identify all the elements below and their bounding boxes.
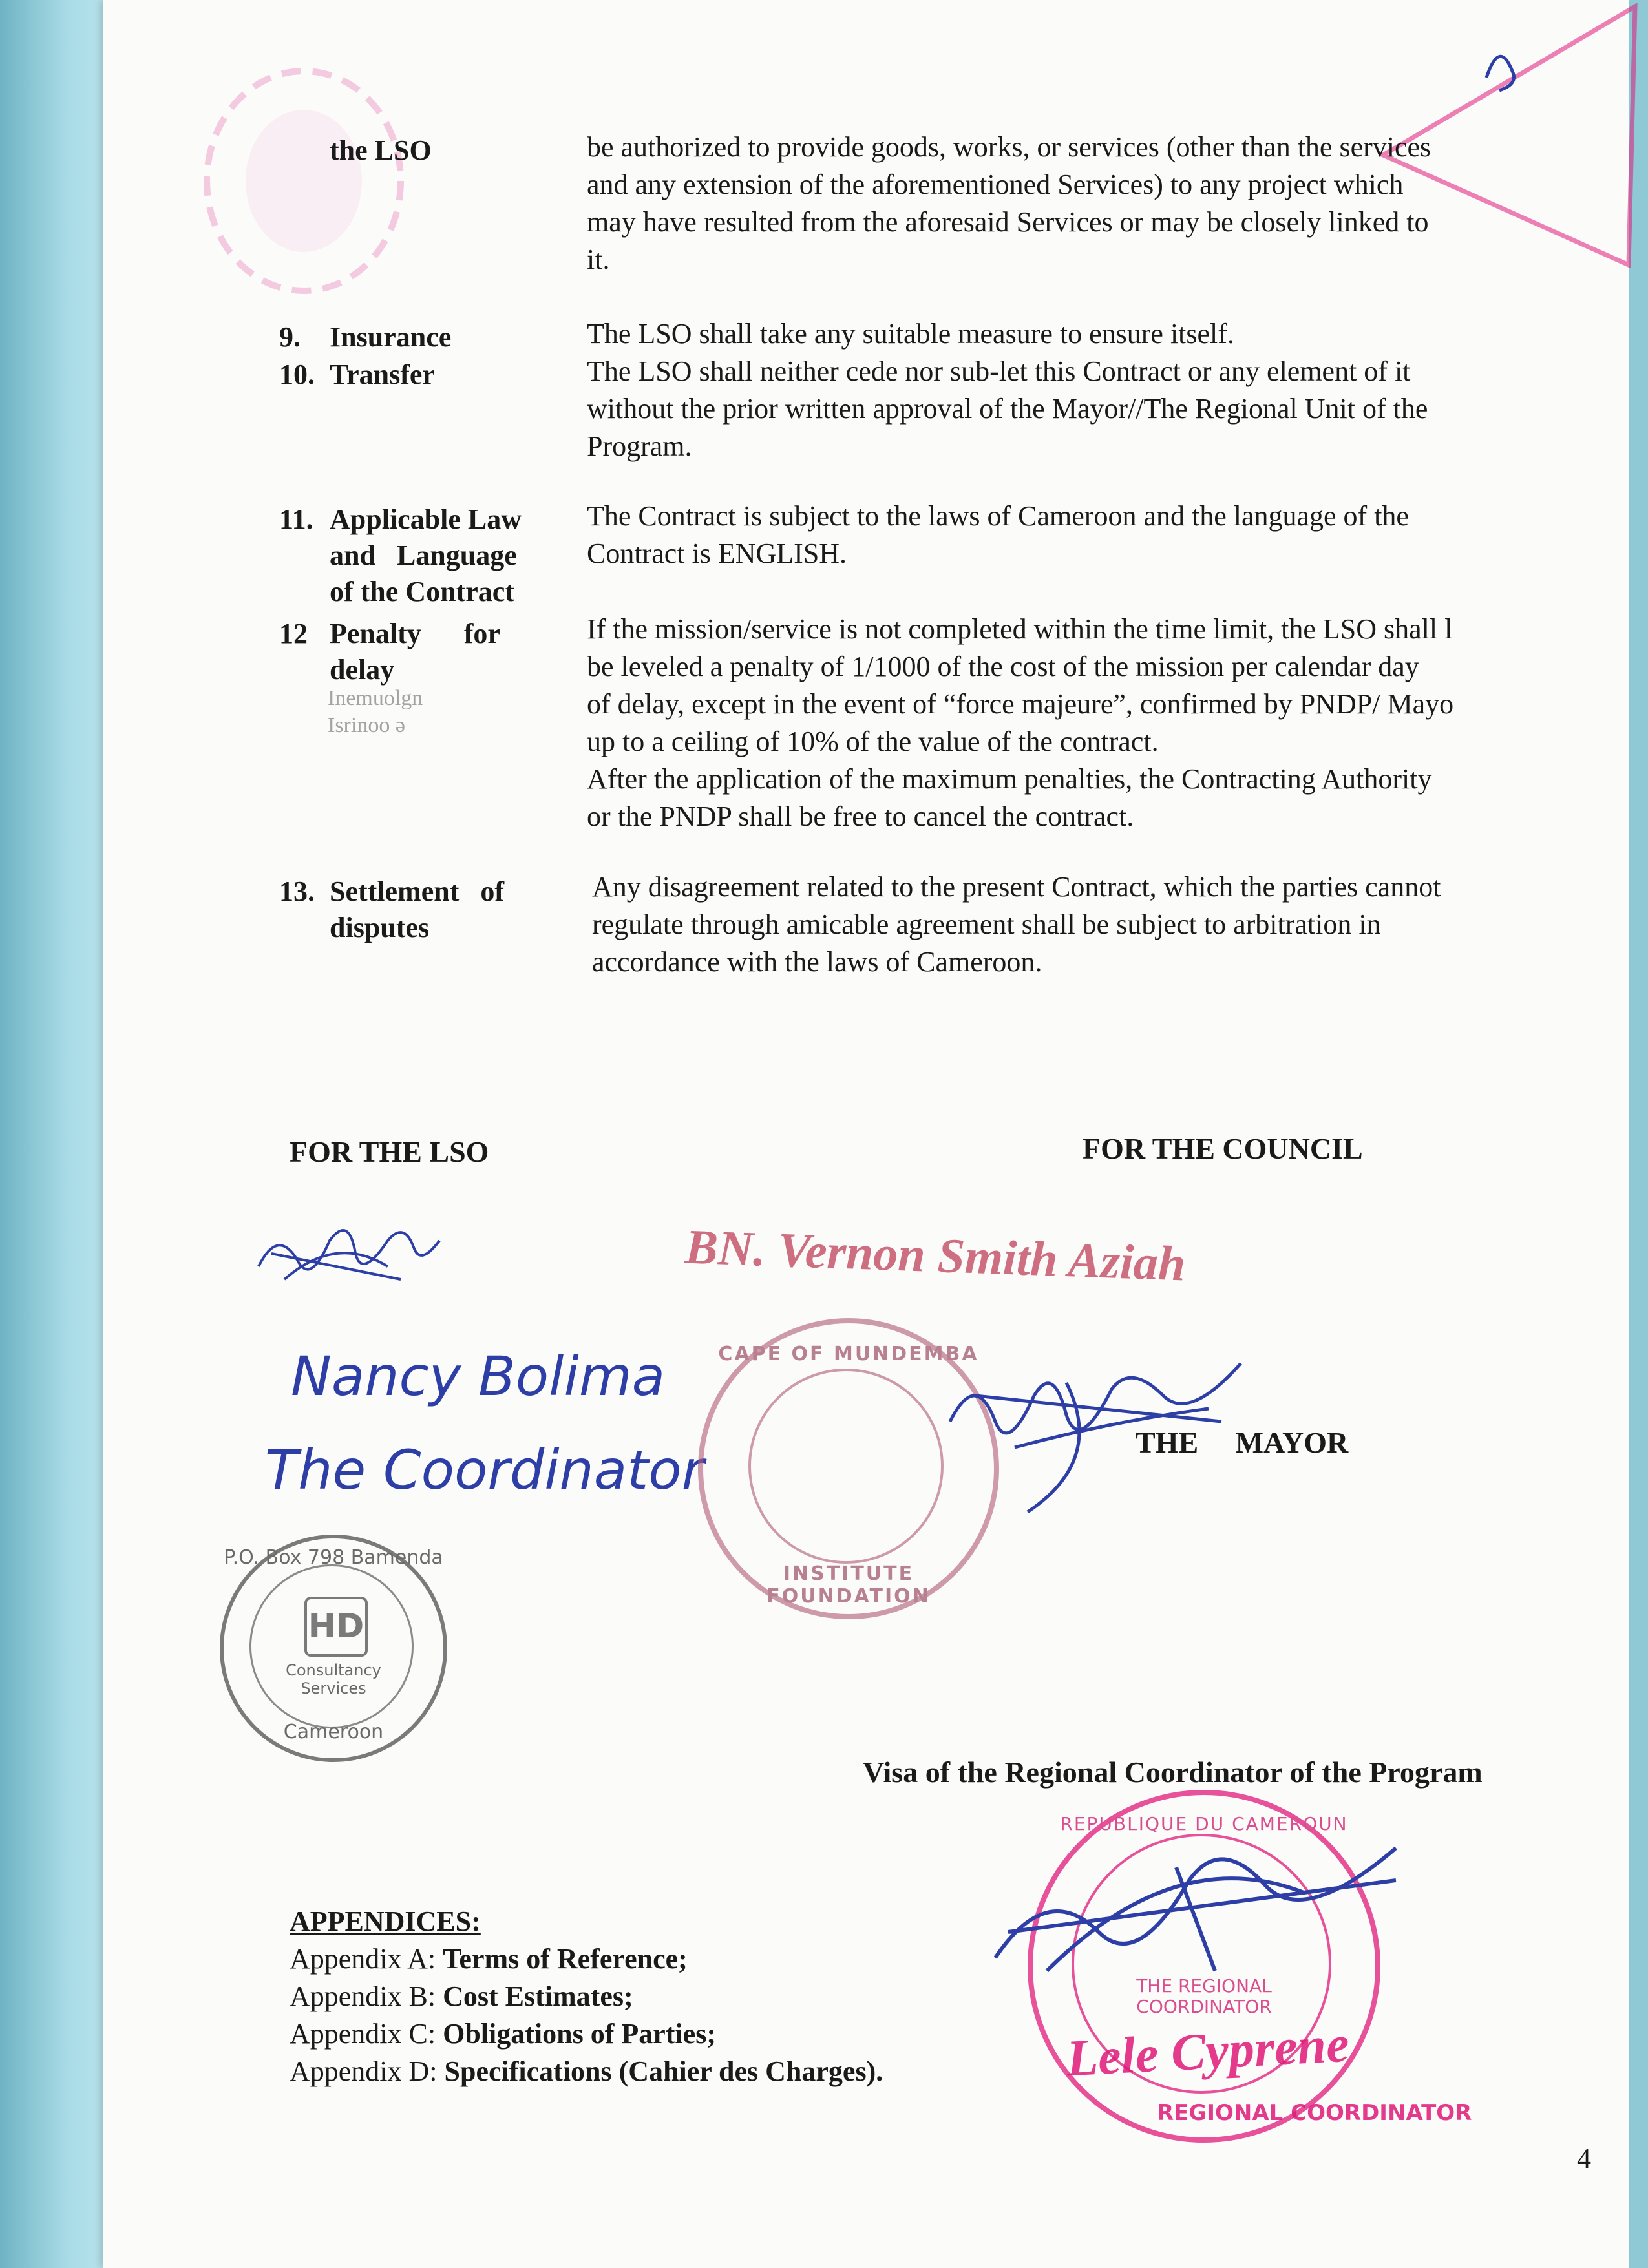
mayor-name-stamp: BN. Vernon Smith Aziah xyxy=(684,1219,1187,1292)
hd-logo-icon: HD xyxy=(304,1597,368,1657)
bleed-through-text: Inemuolgn Isrinoo ə xyxy=(317,686,423,737)
clause-label: the LSO xyxy=(330,134,432,166)
lso-stamp xyxy=(220,1535,447,1762)
clause-label: 11. Applicable Law and Language of the Contract xyxy=(279,503,522,607)
lso-stamp-top-text: P.O. Box 798 Bamenda xyxy=(224,1546,443,1569)
for-council-heading: FOR THE COUNCIL xyxy=(1083,1132,1363,1165)
appendix-item: Appendix C: Obligations of Parties; xyxy=(290,2018,716,2050)
clause-text: The Contract is subject to the laws of Cameroon and the language of the Contract is ENGLISH. xyxy=(587,500,1409,569)
regional-title-stamp: REGIONAL COORDINATOR xyxy=(1157,2100,1472,2126)
council-stamp-top-text: CAPE OF MUNDEMBA xyxy=(718,1343,979,1365)
clause-text: be authorized to provide goods, works, or services (other than the services and any extension of the aforementioned Services) to any project which may have resulted from the aforesaid Services or may be closely linked to it. xyxy=(587,131,1431,275)
document-page xyxy=(103,0,1629,2268)
clause-label: 9. Insurance xyxy=(279,321,452,353)
clause-text: If the mission/service is not completed within the time limit, the LSO shall l be leveled a penalty of 1/1000 of the cost of the mission per calendar day of delay, except in the event of “force majeure”, confirmed by PNDP/ Mayo up to a ceiling of 10% of the value of the contract. After the application of the maximum penalties, the Contracting Authority or the PNDP shall be free to cancel the contract. xyxy=(587,613,1454,832)
clause-text: Any disagreement related to the present Contract, which the parties cannot regulate through amicable agreement shall be subject to arbitration in accordance with the laws of Cameroon. xyxy=(592,871,1441,978)
council-stamp-bottom-text: INSTITUTE FOUNDATION xyxy=(766,1562,931,1608)
page-number: 4 xyxy=(1577,2143,1591,2174)
clause-label: 12 Penalty for delay xyxy=(279,618,500,686)
regional-signature xyxy=(982,1842,1435,1997)
appendices-heading: APPENDICES: xyxy=(290,1906,481,1937)
regional-stamp-middle: THE REGIONAL COORDINATOR xyxy=(1136,1975,1272,2017)
mayor-title: THE MAYOR xyxy=(1136,1426,1349,1459)
clause-label: 13. Settlement of disputes xyxy=(279,876,505,943)
for-lso-heading: FOR THE LSO xyxy=(290,1135,489,1168)
appendix-item: Appendix B: Cost Estimates; xyxy=(290,1980,633,2012)
clause-text: The LSO shall take any suitable measure to ensure itself. xyxy=(587,318,1234,350)
clause-label: 10. Transfer xyxy=(279,359,435,390)
lso-stamp-bottom-text: Cameroon xyxy=(283,1721,384,1743)
lso-signature xyxy=(246,1215,452,1318)
lso-handwritten-name: Nancy Bolima xyxy=(291,1345,666,1408)
clause-text: The LSO shall neither cede nor sub-let this Contract or any element of it without the prior written approval of the Mayor//The Regional Unit of the Program. xyxy=(587,355,1428,462)
regional-stamp-top-text: REPUBLIQUE DU CAMEROUN xyxy=(1060,1813,1348,1834)
lso-stamp-middle: Consultancy Services xyxy=(286,1661,381,1697)
appendix-item: Appendix D: Specifications (Cahier des Charges). xyxy=(290,2055,883,2087)
lso-handwritten-title: The Coordinator xyxy=(265,1438,704,1502)
visa-heading: Visa of the Regional Coordinator of the Program xyxy=(863,1756,1483,1789)
pink-smudge-stamp xyxy=(200,58,407,304)
regional-name-stamp: Lele Cyprene xyxy=(1064,2015,1351,2088)
appendices-list xyxy=(290,1940,883,2090)
appendix-item: Appendix A: Terms of Reference; xyxy=(290,1943,688,1975)
